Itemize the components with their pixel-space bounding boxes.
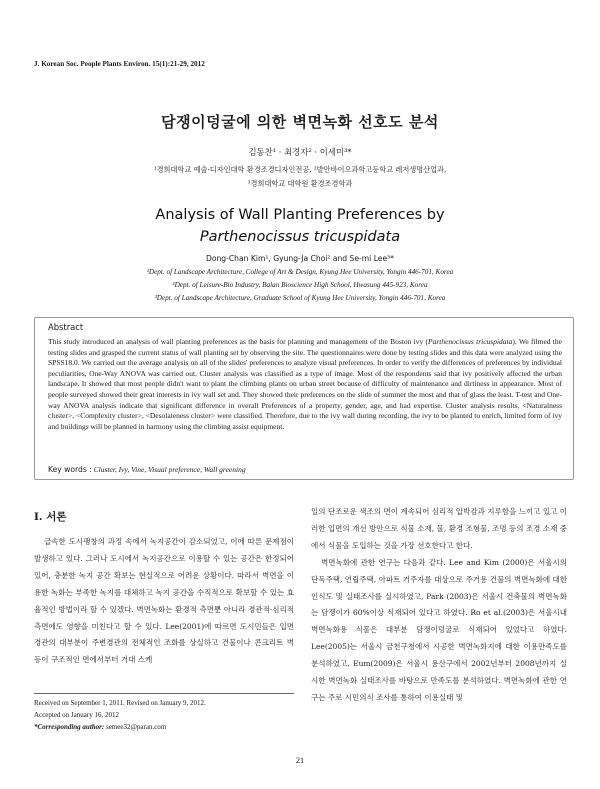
- body-right-paragraph-2: 벽면녹화에 관한 연구는 다음과 같다. Lee and Kim (2000)은 서울시의 단독주택, 연립주택, 아파트 거주자를 대상으로 주거용 건물의 벽면녹화에 대한 인식도 및 실태조사를 실시하였고, Park (2003)은 서울시 건축물의 벽면녹화는 담쟁이가 60%이상 식재되어 있다고 하였다. Ro et al.(2003)은 서울시내 벽면녹화용 식물은 대부분 담쟁이덩굴로 식재되어 있었다고 하였다. Lee(2005)는 서울시 금천구청에서 시공한 벽면녹화지에 대한 이용만족도를 분석하였고, Eum(2009)은 서울시 용산구에서 2002년부터 2008년까지 실시한 벽면녹화 실태조사를 바탕으로 만족도를 분석하였다. 벽면녹화에 관한 연구는 주로 시민의식 조사를 통하여 이용실태 및: [311, 557, 567, 702]
- english-affiliation-1: ¹Dept. of Landscape Architecture, College of Art & Design, Kyung Hee University, Yongin 446-701, Korea: [146, 268, 454, 276]
- body-column-right: [311, 504, 567, 707]
- english-title: [0, 204, 600, 248]
- english-title-line-2: Parthenocissus tricuspidata: [199, 229, 401, 245]
- footnote-accepted: Accepted on January 16, 2012: [34, 711, 119, 719]
- keywords-label: Key words :: [48, 465, 92, 474]
- abstract-text-part-2: ). We filmed the testing slides and grasped the current status of wall planting set by observing the site. The questionnaires were done by testing slides and this data were analyzed using the SPSS18.0. We carried out the average analysis on all of the slides' preferences to analyze visual preferences. In order to verify the differences of preferences by individual peculiarities, One-Way ANOVA was carried out. Cluster analysis was classified as a type of image. Most of the respondents said that ivy positively affected the urban landscape. It showed that most people didn't want to plant the climbing plants on urban street because of difficulty of maintenance and dirtiness in appearance. Most of people surveyed showed their great interests in ivy wall set and. They showed their preferences on the slide of summer the most and that of glass the least. T-test and One-way ANOVA analysis indicate that significant difference in overall Preferences of a property, gender, age, and had expertise. Cluster analysis results, <Naturalness cluster>, <Complexity cluster>, <Desolateness cluster> were classified. Therefore, due to the ivy wall during recording, the ivy to be planted to enrich, limited form of ivy and buildings will be planned in harmony using the climbing assist equipment.: [48, 337, 562, 431]
- english-affiliation-2: ²Dept. of Leisure-Bio Industry, Balan Bioscience High School, Hwasung 445-923, Korea: [172, 281, 428, 289]
- english-authors: Dong-Chan Kim¹, Gyung-Ja Choi² and Se-mi Lee³*: [206, 254, 394, 263]
- korean-authors: 김동찬¹ · 최경자² · 이세미³*: [248, 147, 352, 157]
- korean-affiliation-2: ³경희대학교 대학원 환경조경학과: [247, 179, 353, 188]
- english-title-line-1: Analysis of Wall Planting Preferences by: [155, 207, 445, 223]
- english-affiliation-3: ³Dept. of Landscape Architecture, Graduate School of Kyung Hee University, Yongin 446-701, Korea: [154, 294, 446, 302]
- page-number: 21: [295, 756, 305, 765]
- korean-affiliation-1: ¹경희대학교 예술·디자인대학 환경조경디자인전공, ²발안바이오과학고등학교 레저생명산업과,: [153, 165, 447, 174]
- korean-title: 담쟁이덩굴에 의한 벽면녹화 선호도 분석: [161, 113, 439, 131]
- keywords: [48, 465, 246, 474]
- footnote-divider: [34, 693, 294, 694]
- corresponding-author-label: *Corresponding author:: [34, 723, 105, 731]
- abstract-text: [48, 337, 562, 432]
- body-right-paragraph-1: 일의 단조로운 색조의 면이 계속되어 심리적 압박감과 지루함을 느끼고 있고 이러한 입면의 개선 방안으로 식물 소재, 물, 환경 조형물, 조명 등의 조경 소재 중에서 식물을 도입하는 것을 가장 선호한다고 한다.: [311, 507, 567, 550]
- abstract-text-part-1: This study introduced an analysis of wall planting preferences as the basis for planning and management of the Boston ivy (: [48, 337, 428, 346]
- corresponding-author-email: semee32@paran.com: [105, 723, 167, 731]
- abstract-label: Abstract: [48, 322, 84, 332]
- footnote-received: Received on September 1, 2011. Revised on January 9, 2012.: [34, 699, 206, 707]
- abstract-species-name: Parthenocissus tricuspidata: [428, 337, 513, 346]
- body-column-left: [34, 534, 294, 669]
- keywords-list: Cluster, Ivy, Vine, Visual preference, Wall greening: [93, 465, 246, 474]
- footnote-corresponding: [34, 723, 166, 731]
- journal-citation: J. Korean Soc. People Plants Environ. 15(1):21-29, 2012: [34, 60, 205, 68]
- body-left-paragraph-1: 급속한 도시팽창의 과정 속에서 녹지공간이 감소되었고, 이에 따른 문제점이 발생하고 있다. 그러나 도시에서 녹지공간으로 이용할 수 있는 공간은 한정되어 있어, 충분한 녹지 공간 확보는 현실적으로 어려운 상황이다. 따라서 벽면을 이용한 녹화는 부족한 녹지를 대체하고 녹지 공간을 수직적으로 확보할 수 있는 효율적인 방법이라 할 수 있겠다. 벽면녹화는 환경적 측면뿐 아니라 경관적·심리적 측면에도 영향을 미친다고 할 수 있다. Lee(2001)에 따르면 도시민들은 입면 경관의 대부분이 주변경관의 전체적인 조화를 상실하고 건물이나 콘크리트 벽 등이 구조적인 면에서부터 거대 스케: [34, 537, 294, 665]
- section-heading-introduction: Ⅰ. 서론: [34, 511, 67, 523]
